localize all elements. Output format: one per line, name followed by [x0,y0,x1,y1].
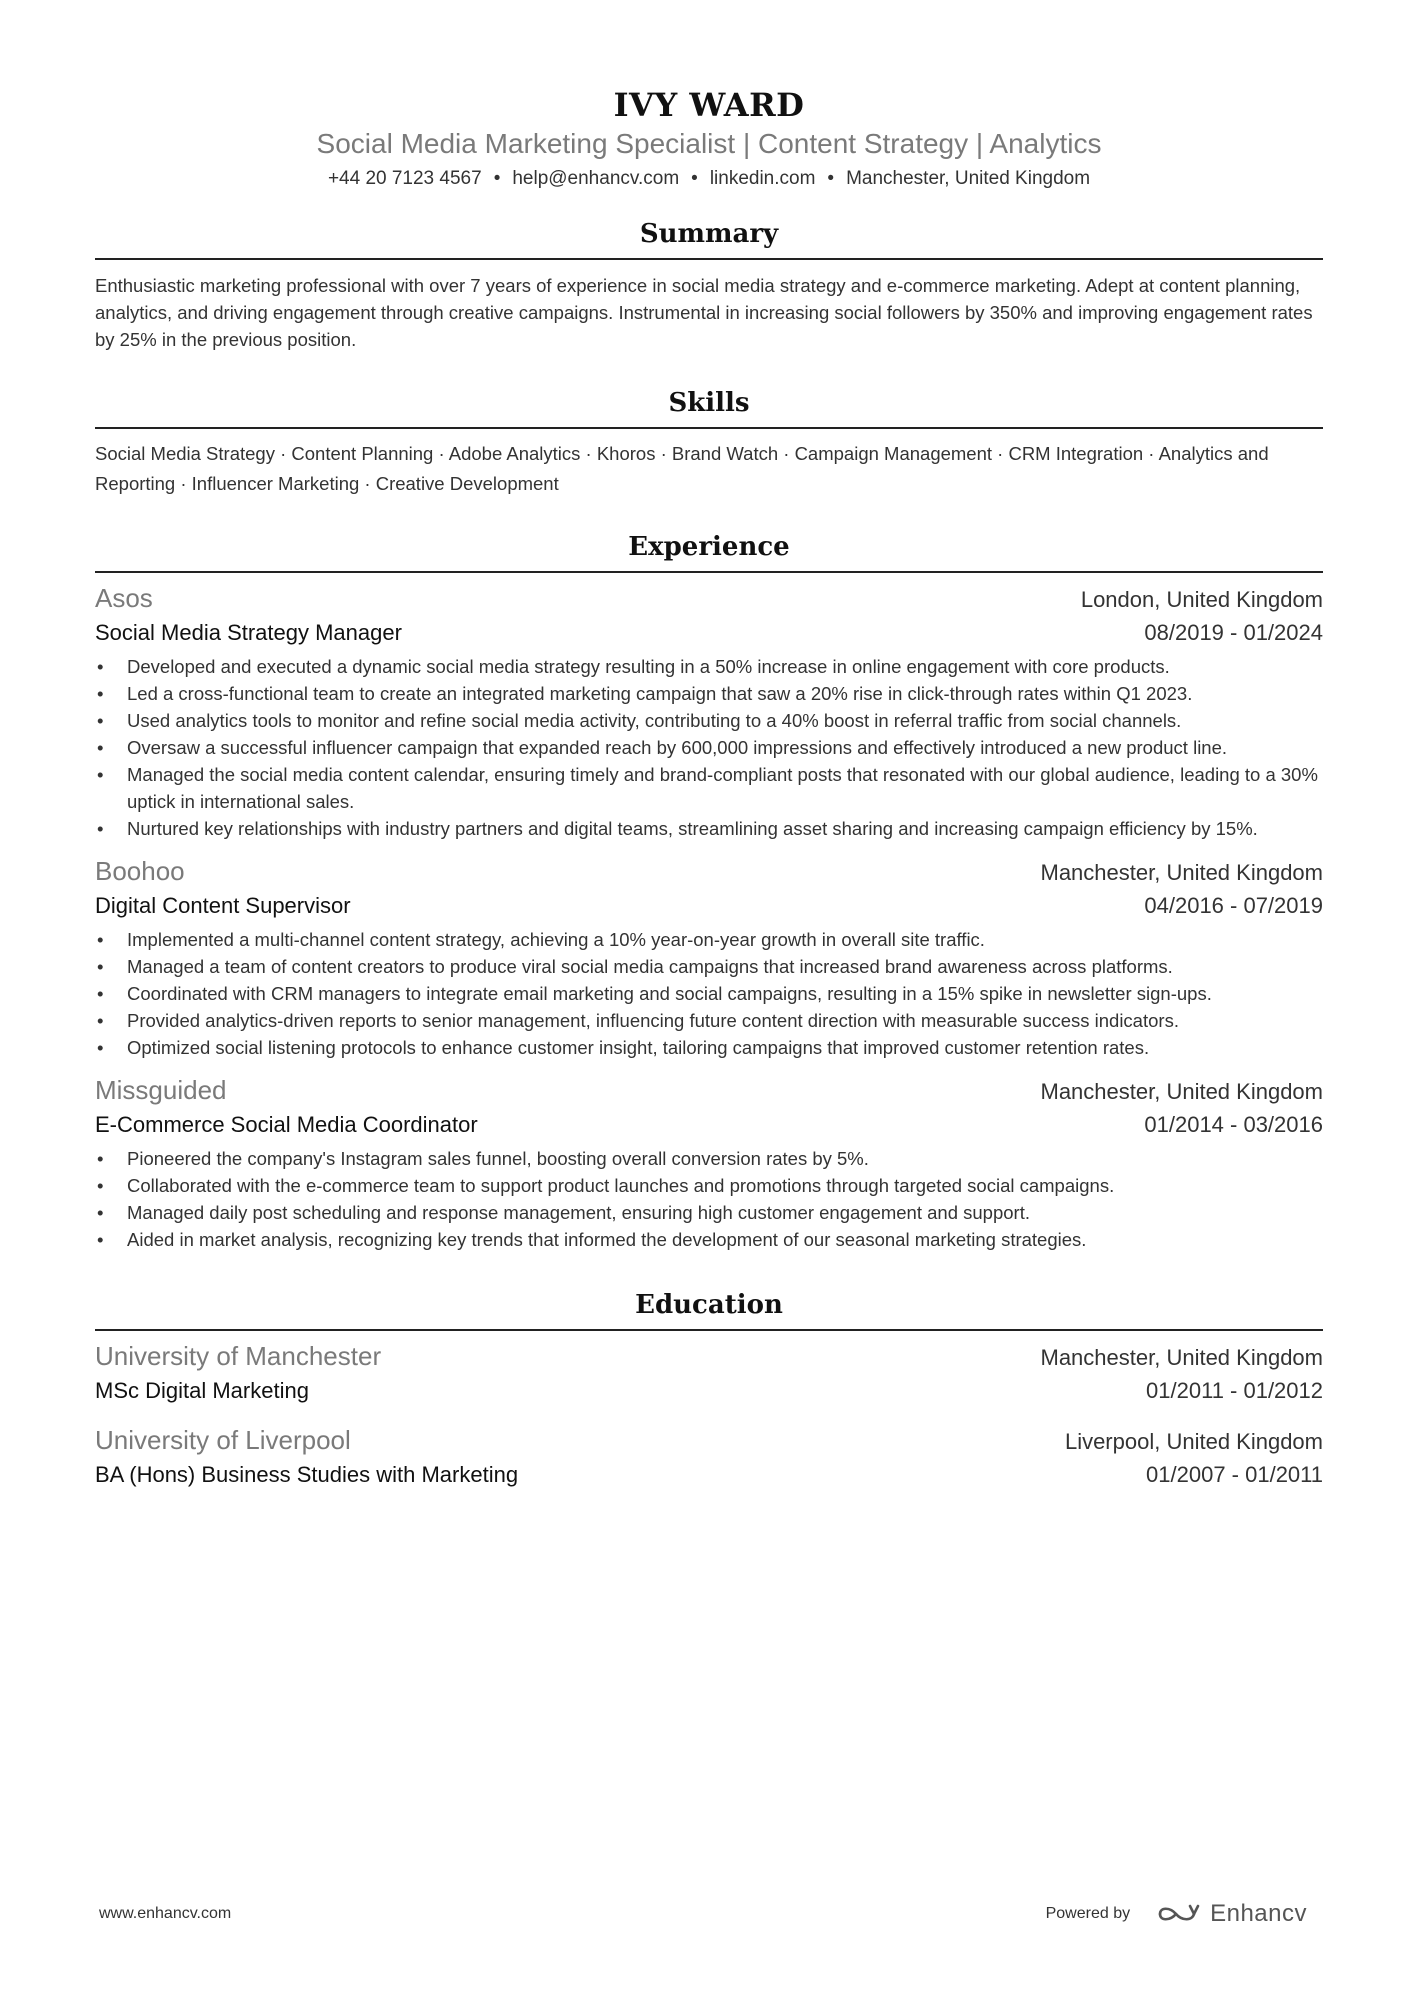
entry-degree-row [95,1459,1323,1491]
section-title: Summary [95,216,1323,260]
entry-header-row [95,581,1323,617]
enhancv-logo[interactable] [1156,1900,1307,1928]
bullet-item: • Managed daily post scheduling and response management, ensuring high customer engagement and support. [95,1199,1323,1226]
degree-title: MSc Digital Marketing [95,1378,309,1403]
summary-text: Enthusiastic marketing professional with over 7 years of experience in social media strategy and e-commerce marketing. Adept at content planning, analytics, and driving engagement through creative campaigns. Instrumental in increasing social followers by 350% and improving engagement rates by 25% in the previous position. [95,275,1313,350]
bullet-item: • Oversaw a successful influencer campaign that expanded reach by 600,000 impressions and effectively introduced a new product line. [95,734,1323,761]
company-name: Missguided [95,1075,227,1105]
education-entry [95,1423,1323,1491]
entry-header-row [95,854,1323,890]
section-title: Skills [95,385,1323,429]
bullet-item: • Used analytics tools to monitor and refine social media activity, contributing to a 40% boost in referral traffic from social channels. [95,707,1323,734]
brand-name: Enhancv [1210,1900,1307,1927]
bullet-list [95,1145,1323,1253]
bullet-item: • Led a cross-functional team to create an integrated marketing campaign that saw a 20% rise in click-through rates within Q1 2023. [95,680,1323,707]
bullet-item: • Provided analytics-driven reports to senior management, influencing future content direction with measurable success indicators. [95,1007,1323,1034]
experience-section [95,529,1323,1253]
job-title: Social Media Strategy Manager [95,620,402,645]
bullet-item: • Managed a team of content creators to produce viral social media campaigns that increased brand awareness across platforms. [95,953,1323,980]
bullet-item: • Optimized social listening protocols to enhance customer insight, tailoring campaigns that improved customer retention rates. [95,1034,1323,1061]
job-title: Digital Content Supervisor [95,893,351,918]
school-location: Liverpool, United Kingdom [1064,1429,1323,1454]
website-link[interactable]: www.enhancv.com [99,1905,232,1922]
bullet-list [95,653,1323,842]
company-name: Boohoo [95,856,185,886]
bullet-list [95,926,1323,1061]
entry-header-row [95,1339,1323,1375]
powered-by-label: Powered by [1045,1905,1131,1922]
email-link[interactable]: help@enhancv.com [512,168,680,189]
separator-dot: • [691,168,698,189]
phone-text: +44 20 7123 4567 [327,168,482,189]
school-location: Manchester, United Kingdom [1040,1345,1323,1370]
experience-entry [95,581,1323,842]
degree-title: BA (Hons) Business Studies with Marketing [95,1462,519,1487]
job-location: Manchester, United Kingdom [1040,860,1323,885]
job-title: E-Commerce Social Media Coordinator [95,1112,478,1137]
job-location: Manchester, United Kingdom [1040,1079,1323,1104]
page-footer [99,1900,1307,1928]
education-section [95,1287,1323,1491]
summary-section [95,216,1323,353]
footer-branding [1046,1900,1307,1928]
section-title: Experience [95,529,1323,573]
bullet-item: • Coordinated with CRM managers to integrate email marketing and social campaigns, resulting in a 15% spike in newsletter sign-ups. [95,980,1323,1007]
enhancv-logo-icon [1156,1902,1202,1926]
bullet-item: • Implemented a multi-channel content strategy, achieving a 10% year-on-year growth in overall site traffic. [95,926,1323,953]
job-dates: 08/2019 - 01/2024 [1144,620,1323,645]
section-title: Education [95,1287,1323,1331]
job-location: London, United Kingdom [1080,587,1323,612]
experience-entry [95,854,1323,1061]
entry-header-row [95,1073,1323,1109]
candidate-name: IVY WARD [613,86,805,124]
job-dates: 04/2016 - 07/2019 [1144,893,1323,918]
contact-line [95,166,1323,192]
candidate-headline: Social Media Marketing Specialist | Content Strategy | Analytics [316,128,1102,159]
bullet-item: • Managed the social media content calendar, ensuring timely and brand-compliant posts that resonated with our global audience, leading to a 30% uptick in international sales. [95,761,1323,815]
school-name: University of Liverpool [95,1425,351,1455]
entry-degree-row [95,1375,1323,1407]
bullet-item: • Aided in market analysis, recognizing key trends that informed the development of our seasonal marketing strategies. [95,1226,1323,1253]
entry-role-row [95,1109,1323,1141]
entry-role-row [95,617,1323,649]
education-dates: 01/2011 - 01/2012 [1146,1378,1323,1403]
location-text: Manchester, United Kingdom [846,168,1091,189]
skills-section [95,385,1323,499]
school-name: University of Manchester [95,1341,382,1371]
company-name: Asos [95,583,153,613]
resume-page [95,84,1323,1491]
separator-dot: • [493,168,501,189]
education-dates: 01/2007 - 01/2011 [1146,1462,1323,1487]
bullet-item: • Collaborated with the e-commerce team to support product launches and promotions through targeted social campaigns. [95,1172,1323,1199]
bullet-item: • Pioneered the company's Instagram sales funnel, boosting overall conversion rates by 5%. [95,1145,1323,1172]
entry-header-row [95,1423,1323,1459]
education-entry [95,1339,1323,1407]
job-dates: 01/2014 - 03/2016 [1144,1112,1323,1137]
linkedin-link[interactable]: linkedin.com [709,168,816,189]
bullet-item: • Developed and executed a dynamic social media strategy resulting in a 50% increase in online engagement with core products. [95,653,1323,680]
bullet-item: • Nurtured key relationships with industry partners and digital teams, streamlining asset sharing and increasing campaign efficiency by 15%. [95,815,1323,842]
skills-list: Social Media Strategy · Content Planning · Adobe Analytics · Khoros · Brand Watch · Campaign Management · CRM Integration · Analytics and Reporting · Influencer Marketing · Creative Development [95,443,1269,494]
separator-dot: • [827,168,835,189]
resume-header [95,84,1323,192]
experience-entry [95,1073,1323,1253]
entry-role-row [95,890,1323,922]
